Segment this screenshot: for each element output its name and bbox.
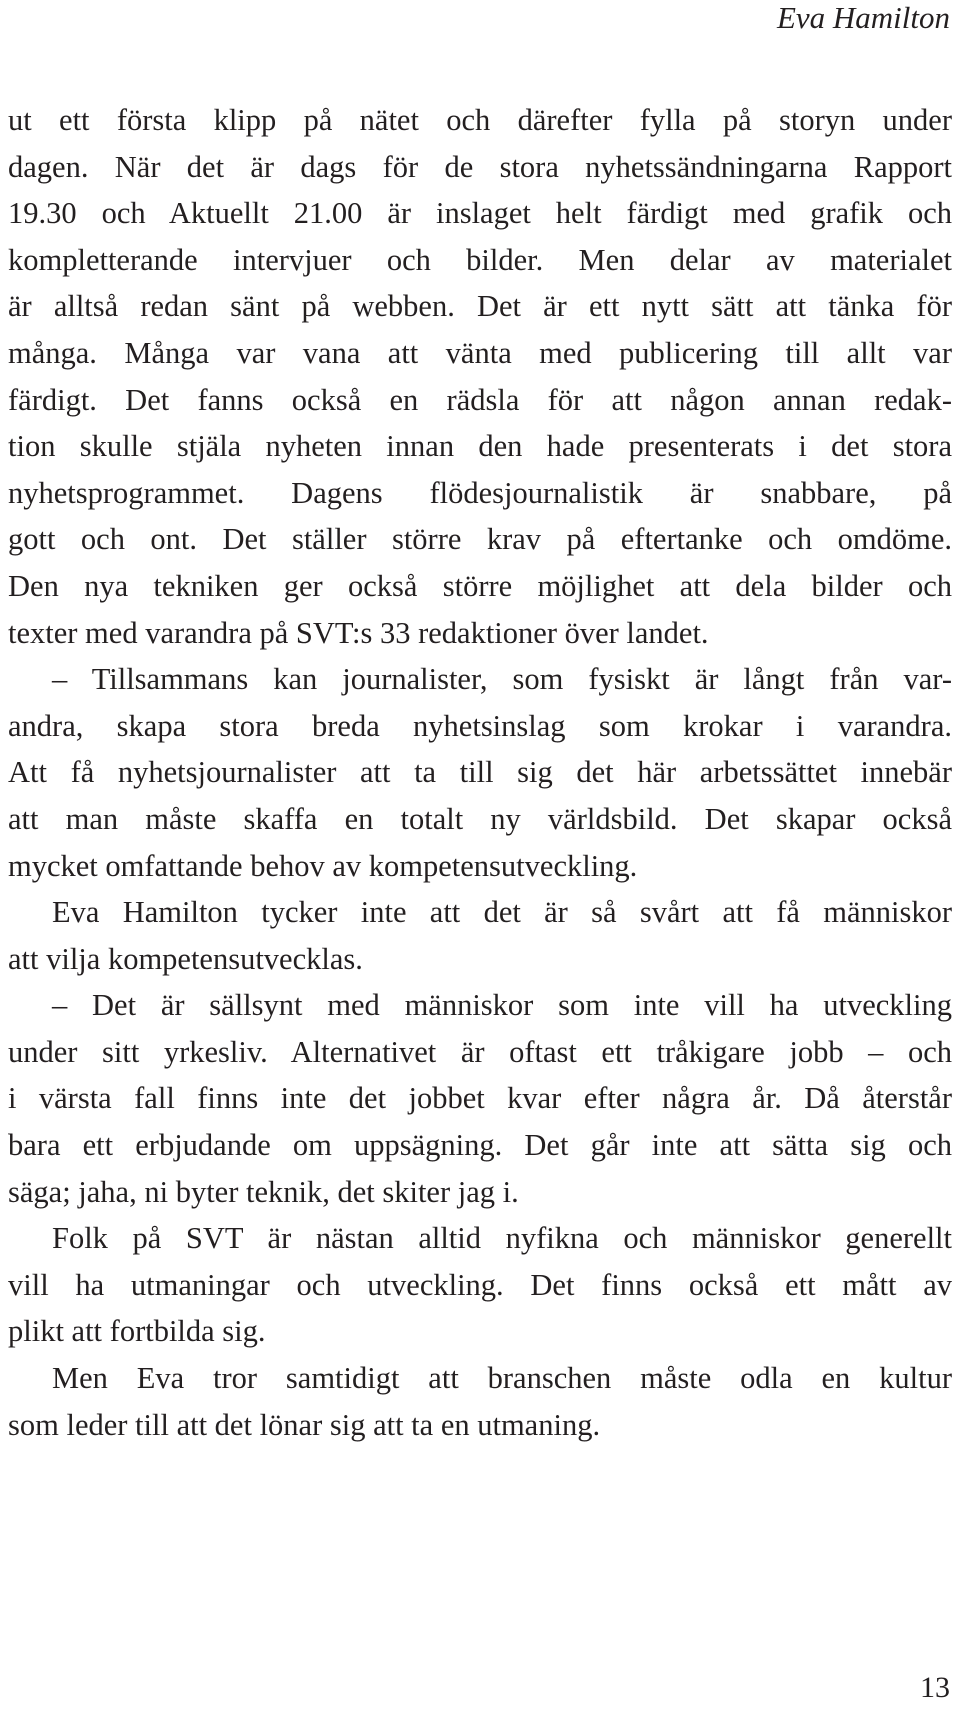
text-line: att vilja kompetensutvecklas. <box>8 941 363 976</box>
text-line: Att få nyhetsjournalister att ta till sig det här arbetssättet innebär <box>8 755 952 790</box>
text-line: under sitt yrkesliv. Alternativet är oftast ett tråkigare jobb – och <box>8 1034 952 1069</box>
text-line: bara ett erbjudande om uppsägning. Det går inte att sätta sig och <box>8 1128 952 1163</box>
running-header: Eva Hamilton <box>776 0 950 35</box>
text-line: som leder till att det lönar sig att ta en utmaning. <box>8 1407 601 1442</box>
text-line: många. Många var vana att vänta med publicering till allt var <box>8 335 952 370</box>
text-line: nyhetsprogrammet. Dagens flödesjournalistik är snabbare, på <box>8 475 952 510</box>
text-line: ut ett första klipp på nätet och därefter fylla på storyn under <box>8 103 952 137</box>
text-line: gott och ont. Det ställer större krav på eftertanke och omdöme. <box>8 522 952 557</box>
text-line: i värsta fall finns inte det jobbet kvar efter några år. Då återstår <box>8 1081 952 1116</box>
text-line: mycket omfattande behov av kompetensutveckling. <box>8 848 638 883</box>
text-line: är alltså redan sänt på webben. Det är ett nytt sätt att tänka för <box>8 289 952 324</box>
text-line: kompletterande intervjuer och bilder. Men delar av materialet <box>8 242 952 277</box>
text-line: Den nya tekniken ger också större möjlighet att dela bilder och <box>8 568 952 603</box>
text-line: färdigt. Det fanns också en rädsla för att någon annan redak- <box>8 382 952 417</box>
text-line: – Det är sällsynt med människor som inte vill ha utveckling <box>52 988 952 1023</box>
text-line: säga; jaha, ni byter teknik, det skiter jag i. <box>8 1174 519 1209</box>
text-line: 19.30 och Aktuellt 21.00 är inslaget helt färdigt med grafik och <box>8 196 952 231</box>
text-line: plikt att fortbilda sig. <box>8 1314 266 1349</box>
text-line: andra, skapa stora breda nyhetsinslag som krokar i varandra. <box>8 708 952 743</box>
page-number: 13 <box>920 1671 950 1704</box>
text-line: – Tillsammans kan journalister, som fysiskt är långt från var- <box>52 662 952 697</box>
text-line: Men Eva tror samtidigt att branschen måste odla en kultur <box>52 1361 952 1396</box>
text-line: dagen. När det är dags för de stora nyhetssändningarna Rapport <box>8 149 952 184</box>
body-text <box>8 97 952 1448</box>
text-line: tion skulle stjäla nyheten innan den hade presenterats i det stora <box>8 429 952 464</box>
text-line: Eva Hamilton tycker inte att det är så svårt att få människor <box>52 895 952 930</box>
text-line: Folk på SVT är nästan alltid nyfikna och människor generellt <box>52 1221 952 1256</box>
text-line: att man måste skaffa en totalt ny världsbild. Det skapar också <box>8 801 952 836</box>
text-line: vill ha utmaningar och utveckling. Det finns också ett mått av <box>8 1267 952 1302</box>
text-line: texter med varandra på SVT:s 33 redaktioner över landet. <box>8 615 709 650</box>
